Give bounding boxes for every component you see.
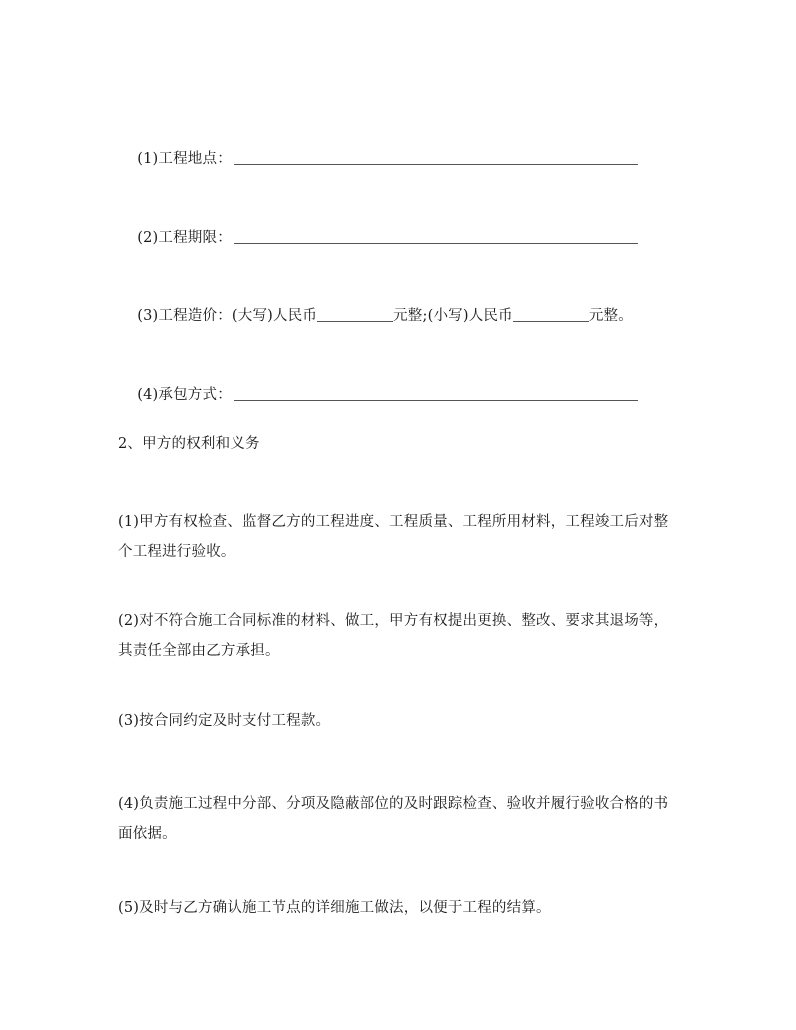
contract-label: (4)承包方式： <box>137 387 232 403</box>
contract-line <box>118 350 678 440</box>
paragraph-2: (2)对不符合施工合同标准的材料、做工，甲方有权提出更换、整改、要求其退场等，其责任全部由乙方承担。 <box>118 613 669 659</box>
location-line <box>118 114 678 204</box>
price-prefix: (3)工程造价：(大写)人民币 <box>137 308 318 324</box>
period-label: (2)工程期限： <box>137 230 232 246</box>
price-line <box>118 271 678 361</box>
period-blank <box>234 227 638 244</box>
price-lowercase-blank <box>513 305 589 322</box>
price-suffix: 元整。 <box>588 308 633 324</box>
price-uppercase-blank <box>317 305 393 322</box>
paragraph-3: (3)按合同约定及时支付工程款。 <box>118 713 331 729</box>
period-line <box>118 193 678 283</box>
section-title: 2、甲方的权利和义务 <box>118 436 260 452</box>
location-blank <box>234 148 638 165</box>
paragraph-5: (5)及时与乙方确认施工节点的详细施工做法，以便于工程的结算。 <box>118 900 551 916</box>
price-middle: 元整;(小写)人民币 <box>393 308 513 324</box>
location-label: (1)工程地点： <box>137 151 232 167</box>
contract-blank <box>234 384 638 401</box>
paragraph-1: (1)甲方有权检查、监督乙方的工程进度、工程质量、工程所用材料，工程竣工后对整个工程进行验收。 <box>118 514 669 560</box>
paragraph-4: (4)负责施工过程中分部、分项及隐蔽部位的及时跟踪检查、验收并履行验收合格的书面依据。 <box>118 796 669 842</box>
